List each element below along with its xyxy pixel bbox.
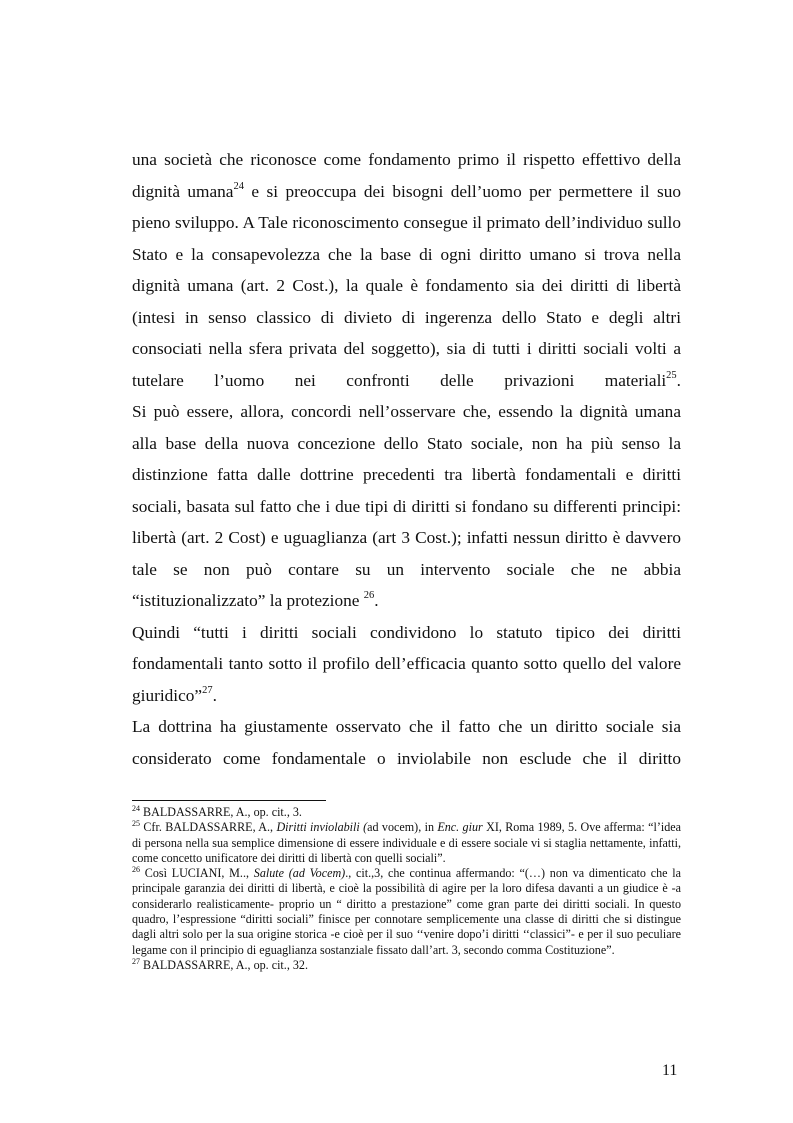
paragraph-2: Si può essere, allora, concordi nell’osservare che, essendo la dignità umana alla base della nuova concezione dello Stato sociale, non ha più senso la distinzione fatta dalle dottrine precedenti tra libertà fondamentali e diritti sociali, basata sul fatto che i due tipi di diritti si fondano su differenti principi: libertà (art. 2 Cost) e uguaglianza (art 3 Cost.); infatti nessun diritto è davvero tale se non può contare su un intervento sociale che ne abbia “istituzionalizzato” la protezione $^{26}$.: [132, 402, 681, 610]
footnote-ref-26[interactable]: 26: [363, 590, 375, 601]
paragraph-4: La dottrina ha giustamente osservato che il fatto che un diritto sociale sia considerato come fondamentale o inviolabile non esclude che il diritto: [132, 717, 681, 768]
body-text: [132, 144, 681, 774]
footnote-ref-27[interactable]: 27: [202, 684, 213, 696]
page-number: 11: [662, 1062, 678, 1079]
paragraph-1: una società che riconosce come fondamento primo il rispetto effettivo della dignità umana$^{24}$ e si preoccupa dei bisogni dell’uomo per permettere il suo pieno sviluppo. A Tale riconoscimento consegue il primato dell’individuo sullo Stato e la consapevolezza che la base di ogni diritto umano si trova nella dignità umana (art. 2 Cost.), la quale è fondamento sia dei diritti di libertà (intesi in senso classico di divieto di ingerenza dello Stato e degli altri consociati nella sfera privata del soggetto), sia di tutti i diritti sociali volti a tutelare l’uomo nei confronti delle privazioni materiali$^{25}$.: [132, 150, 681, 390]
footnote-separator: [132, 800, 326, 801]
footnotes: [132, 805, 681, 973]
footnote-ref-24[interactable]: 24: [233, 180, 244, 192]
footnote-27: $^{27}$ BALDASSARRE, A., op. cit., 32.: [132, 956, 308, 972]
footnote-26: $^{26}$ Così LUCIANI, M.., Salute (ad Vocem)., cit.,3, che continua affermando: “(…) non va dimenticato che la principale garanzia dei diritti di libertà, e cioè la possibilità di agire per la loro difesa davanti a un giudice è -a considerarlo realisticamente- proprio un “ diritto a prestazione” come gran parte dei diritti sociali. In questo quadro, l’espressione “diritti sociali” finisce per connotare semplicemente una classe di diritti che si distingue dagli altri solo per la sua origine storica -e cioè per il suo ‘‘venire dopo’i diritti ‘‘classici”- e per il suo peculiare legame con il principio di eguaglianza sostanziale fissato dall’art. 3, secondo comma Costituzione”.: [132, 865, 681, 957]
footnote-24: $^{24}$ BALDASSARRE, A., op. cit., 3.: [132, 804, 302, 819]
paragraph-3: Quindi “tutti i diritti sociali condividono lo statuto tipico dei diritti fondamentali tanto sotto il profilo dell’efficacia quanto sotto quello del valore giuridico”$^{27}$.: [132, 622, 681, 705]
footnote-ref-25[interactable]: 25: [666, 369, 677, 381]
footnote-25: $^{25}$ Cfr. BALDASSARRE, A., Diritti inviolabili (ad vocem), in Enc. giur XI, Roma 1989, 5. Ove afferma: “l’idea di persona nella sua semplice dimensione di essere individuale e di essere sociale vi si staglia nettamente, infatti, come concetto unificatore dei diritti di libertà con quelli sociali”.: [132, 819, 681, 865]
